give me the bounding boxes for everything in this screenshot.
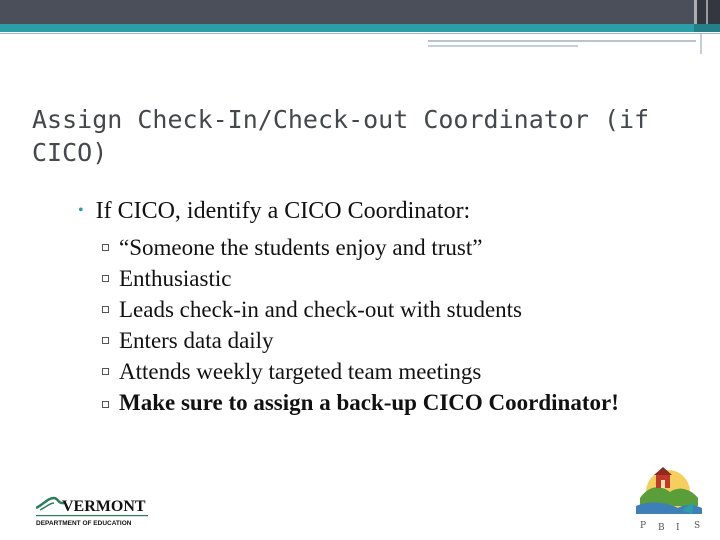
pbis-letter: P: [640, 521, 647, 531]
square-bullet-icon: [102, 244, 109, 251]
header-divider: [706, 0, 708, 24]
decorative-rule: [428, 45, 578, 47]
list-item-emphasis: Make sure to assign a back-up CICO Coordinator!: [102, 389, 662, 417]
accent-band: [0, 24, 720, 32]
sub-bullet-list: [102, 232, 662, 417]
pbis-letter: B: [658, 523, 665, 533]
main-bullet-text: If CICO, identify a CICO Coordinator:: [95, 198, 471, 224]
square-bullet-icon: [102, 401, 109, 408]
decorative-rule: [700, 34, 702, 54]
vermont-wordmark: VERMONT: [62, 498, 146, 515]
bullet-dot-icon: •: [78, 202, 84, 219]
square-bullet-icon: [102, 368, 109, 375]
square-bullet-icon: [102, 306, 109, 313]
top-header-bar: [0, 0, 720, 24]
square-bullet-icon: [102, 275, 109, 282]
list-item: Enters data daily: [102, 325, 662, 356]
list-item: Enthusiastic: [102, 263, 662, 294]
pbis-letter: S: [694, 521, 701, 531]
accent-band-corner: [694, 24, 720, 32]
square-bullet-icon: [102, 337, 109, 344]
list-item: “Someone the students enjoy and trust”: [102, 232, 662, 263]
slide-title: Assign Check-In/Check-out Coordinator (if CICO): [32, 105, 650, 167]
mountain-swoosh-icon: [36, 498, 64, 508]
pbis-letter: I: [676, 523, 680, 533]
department-label: DEPARTMENT OF EDUCATION: [36, 520, 132, 527]
decorative-rule: [428, 40, 696, 42]
vermont-doe-logo: [36, 494, 152, 530]
decorative-rule: [0, 33, 720, 34]
main-bullet: [78, 198, 470, 225]
list-item: Attends weekly targeted team meetings: [102, 356, 662, 387]
pbis-schoolhouse-logo: [626, 462, 710, 534]
list-item: Leads check-in and check-out with students: [102, 294, 662, 325]
header-divider: [694, 0, 697, 24]
